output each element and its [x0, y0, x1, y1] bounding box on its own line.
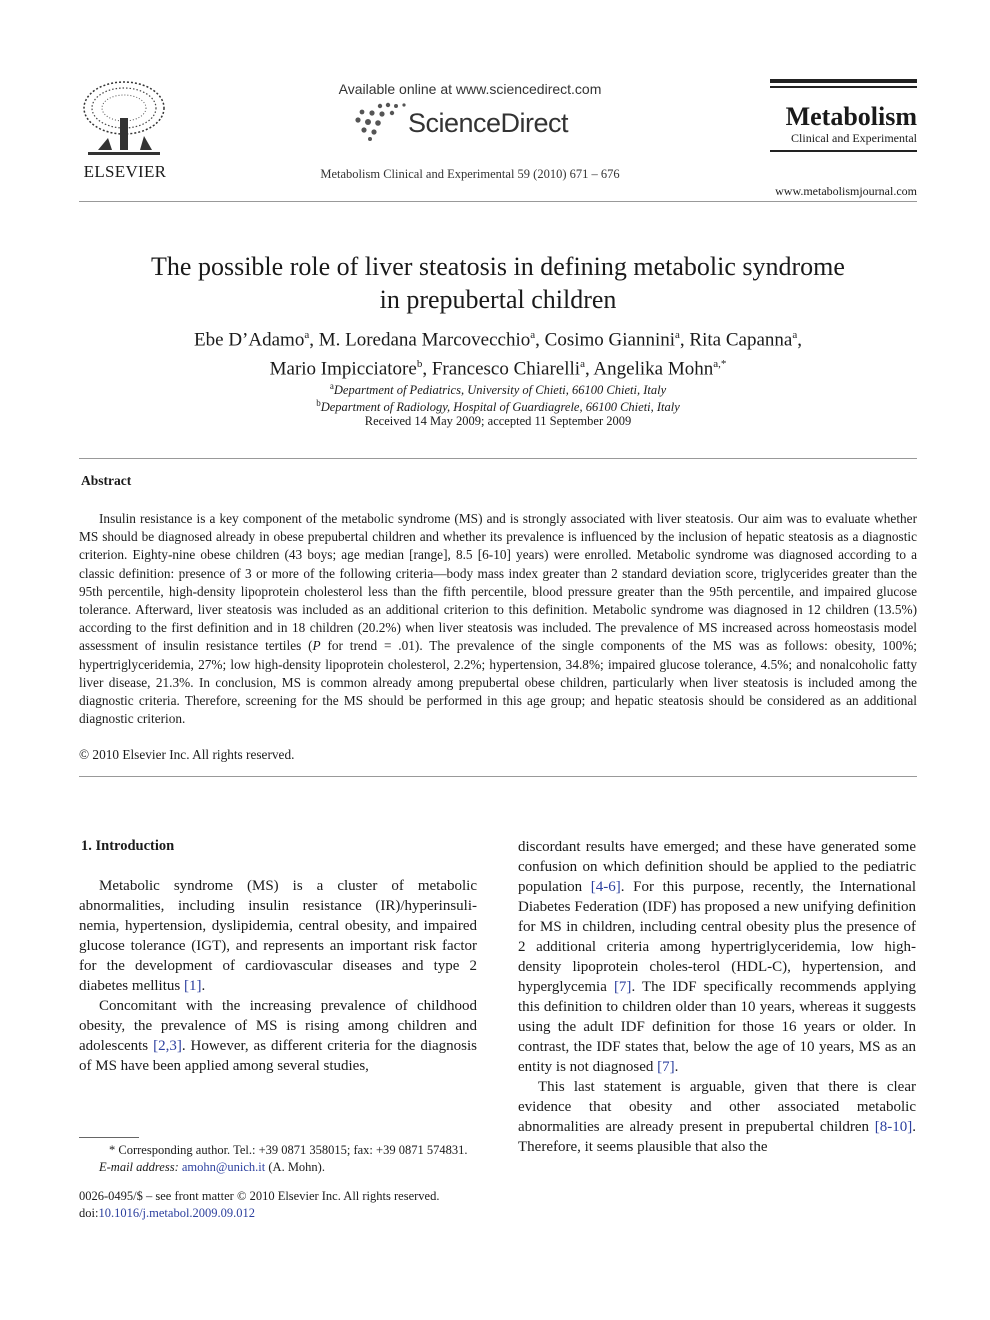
affiliation-b [79, 395, 917, 415]
author-separator: , [679, 329, 690, 351]
author-name: Angelika Mohn [593, 358, 714, 380]
author-name: Cosimo Giannini [544, 329, 676, 351]
abstract-bottom-rule [79, 776, 917, 777]
doi-label: doi: [79, 1206, 99, 1220]
sciencedirect-wordmark: ScienceDirect [408, 108, 569, 138]
footnote-rule [79, 1137, 139, 1138]
affiliation-b-mark: b [316, 398, 321, 408]
abstract-text [79, 510, 917, 728]
doi-link[interactable]: 10.1016/j.metabol.2009.09.012 [98, 1206, 256, 1220]
journal-url: www.metabolismjournal.com [775, 184, 917, 198]
author-separator: , [797, 329, 802, 351]
text: Concomitant with the increasing prevalence of childhood obesity, the prevalence of MS is rising among children and adolescents [79, 998, 477, 1054]
author-separator: , [422, 358, 432, 380]
journal-subtitle: Clinical and Experimental [791, 131, 917, 145]
citation-link[interactable]: [8-10] [874, 1119, 913, 1135]
title-line-1: The possible role of liver steatosis in defining metabolic syndrome [151, 252, 845, 281]
email-line [79, 1159, 479, 1176]
text: . [201, 978, 206, 994]
article-title [79, 250, 917, 316]
author-affiliation-mark: a [304, 329, 310, 341]
paragraph [79, 996, 477, 1076]
received-dates: Received 14 May 2009; accepted 11 September 2009 [364, 414, 632, 428]
abstract-top-rule [79, 458, 917, 459]
affiliation-a-mark: a [329, 381, 334, 391]
author-affiliation-mark: a [792, 329, 798, 341]
author-list [79, 323, 917, 382]
citation-link[interactable]: [1] [183, 978, 202, 994]
text: . However, as different criteria for the diagnosis of MS have been applied among several studies, [79, 1038, 478, 1074]
author-separator: , [309, 329, 319, 351]
author-separator: , [584, 358, 594, 380]
journal-citation: Metabolism Clinical and Experimental 59 (2010) 671 – 676 [320, 167, 620, 181]
author-affiliation-mark: a,* [713, 358, 727, 371]
abstract-part-2: for trend = .01). The prevalence of the single components of the MS was as follows: obesity, 100%; hypertriglyceridemia, 27%; low high-density lipoprotein cholesterol, 2.2%; hypertension, 34.8%; impaired glucose tolerance, 4.5%; and nonalcoholic fatty liver disease, 21.3%. In conclusion, MS is common already among prepubertal obese children, particularly when liver steatosis is included among the diagnostic criteria. Therefore, screening for the MS should be performed in this age group; and hepatic steatosis should be considered as an additional diagnostic criterion. [79, 638, 917, 727]
text: . For this purpose, recently, the International Diabetes Federation (IDF) has proposed a new unifying definition for MS in children, including central obesity plus the presence of 2 additional criteria among hypertriglyceridemia, low high-density lipoprotein choles-terol (HDL-C), hypertension, and hyperglycemia [518, 879, 916, 995]
text: . Therefore, it seems plausible that also the [518, 1119, 916, 1155]
title-line-2: in prepubertal children [379, 285, 617, 314]
authors-line-1 [79, 323, 917, 352]
affiliation-b-text: Department of Radiology, Hospital of Guardiagrele, 66100 Chieti, Italy [320, 400, 680, 415]
journal-rule-thin [770, 86, 917, 88]
body-column-left [79, 876, 477, 1076]
email-suffix: (A. Mohn). [265, 1160, 325, 1174]
author-affiliation-mark: a [580, 358, 585, 371]
author-name: Rita Capanna [689, 329, 793, 351]
corresponding-line: * Corresponding author. Tel.: +39 0871 358015; fax: +39 0871 574831. [109, 1143, 468, 1157]
publisher-name: ELSEVIER [83, 162, 167, 181]
citation-link[interactable]: [7] [613, 979, 632, 995]
body-column-right [518, 837, 916, 1157]
citation-link[interactable]: [2,3] [153, 1038, 182, 1054]
journal-name: Metabolism [785, 102, 917, 131]
doi-line [79, 1205, 479, 1222]
tree-icon [78, 78, 170, 162]
journal-rule-bottom [770, 150, 917, 152]
affiliation-a-text: Department of Pediatrics, University of Chieti, 66100 Chieti, Italy [333, 383, 667, 398]
text: . [674, 1059, 679, 1075]
front-matter [79, 1188, 479, 1222]
abstract-part-1: Insulin resistance is a key component of the metabolic syndrome (MS) and is strongly associated with liver steatosis. Our aim was to evaluate whether MS should be diagnosed already in obese prepubertal children and whether its prevalence is influenced by the inclusion of hepatic steatosis as a diagnostic criterion. Eighty-nine obese children (43 boys; age median [range], 8.5 [6-10] years) were enrolled. Metabolic syndrome was diagnosed according to a classic definition: presence of 3 or more of the following criteria—body mass index greater than 2 standard deviation score, triglycerides greater than the 95th percentile, high-density lipoprotein cholesterol less than the fifth percentile, blood pressure greater than the 95th percentile, and impaired glucose tolerance. Afterward, liver steatosis was included as an additional criterion to this definition. Metabolic syndrome was diagnosed in 12 children (13.5%) according to the first definition and in 18 children (20.2%) when liver steatosis was included. The prevalence of MS increased across homeostasis model assessment of insulin resistance tertiles ( [79, 511, 917, 654]
citation-link[interactable]: [4-6] [590, 879, 621, 895]
author-affiliation-mark: a [675, 329, 680, 341]
sciencedirect-dots-icon [350, 100, 406, 142]
author-name: Francesco Chiarelli [431, 358, 581, 380]
paragraph [518, 837, 916, 1077]
paragraph [79, 876, 477, 996]
author-name: M. Loredana Marcovecchio [318, 329, 531, 351]
email-label: E-mail address: [99, 1160, 182, 1174]
author-name: Ebe D’Adamo [194, 329, 305, 351]
text: This last statement is arguable, given that there is clear evidence that obesity and other associated metabolic abnormalities are already present in prepubertal children [518, 1079, 916, 1135]
abstract-p-italic: P [312, 638, 321, 654]
citation-link[interactable]: [7] [657, 1059, 675, 1075]
available-online: Available online at www.sciencedirect.com [338, 81, 602, 97]
journal-rule-thick [770, 79, 917, 83]
author-name: Mario Impicciatore [269, 358, 417, 380]
abstract-heading: Abstract [81, 473, 132, 488]
abstract-copyright: © 2010 Elsevier Inc. All rights reserved. [79, 747, 295, 762]
text: discordant results have emerged; and these have generated some confusion on which definition should be applied to the pediatric population [518, 839, 916, 895]
author-affiliation-mark: a [530, 329, 536, 341]
section-heading-introduction: 1. Introduction [81, 838, 175, 854]
header-divider [79, 201, 917, 202]
front-matter-line: 0026-0495/$ – see front matter © 2010 Elsevier Inc. All rights reserved. [79, 1189, 440, 1203]
paragraph [518, 1077, 916, 1157]
text: Metabolic syndrome (MS) is a cluster of metabolic abnormalities, including insulin resistance (IR)/hyperinsuli-nemia, hypertension, dyslipidemia, central obesity, and impaired glucose tolerance (IGT), and represents an important risk factor for the development of cardiovascular diseases and type 2 diabetes mellitus [79, 878, 477, 994]
author-separator: , [535, 329, 545, 351]
author-affiliation-mark: b [416, 358, 423, 371]
email-link[interactable]: amohn@unich.it [181, 1160, 266, 1174]
text: . The IDF specifically recommends applying this definition to children older than 10 years, whereas it suggests using the adult IDF definition for those 16 years or older. In contrast, the IDF states that, below the age of 10 years, MS as an entity is not diagnosed [518, 979, 916, 1075]
corresponding-author-footnote [79, 1142, 479, 1176]
